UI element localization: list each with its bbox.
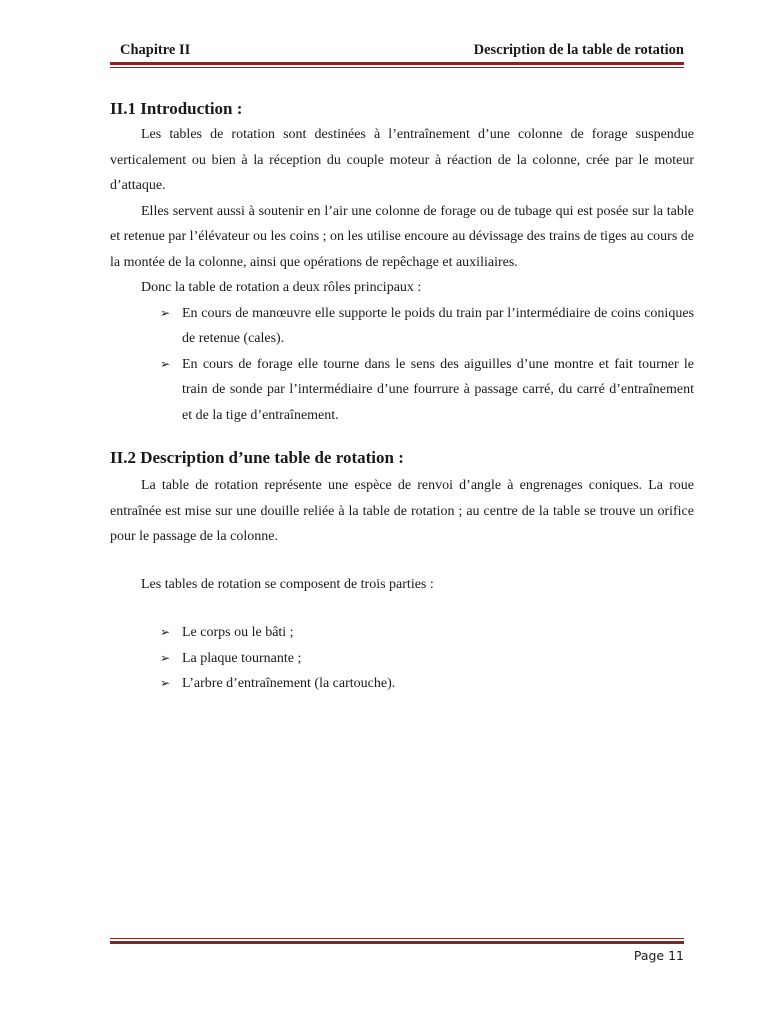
list-item-text: La plaque tournante ; xyxy=(182,650,302,666)
footer-rule-thick xyxy=(110,941,684,944)
arrow-bullet-icon: ➢ xyxy=(160,356,171,371)
page-number: Page 11 xyxy=(633,948,684,963)
list-item-text: En cours de manœuvre elle supporte le poids du train par l’intermédiaire de coins coniques de retenue (cales). xyxy=(182,305,694,346)
list-item xyxy=(110,301,694,352)
page-body xyxy=(110,98,694,697)
footer-rule-thin xyxy=(110,938,684,939)
spacer xyxy=(110,550,694,572)
page-header xyxy=(110,38,684,64)
section-heading-description: II.2 Description d’une table de rotation : xyxy=(110,448,404,467)
description-paragraph-2: Les tables de rotation se composent de trois parties : xyxy=(141,576,434,592)
page-footer xyxy=(110,938,684,978)
list-item xyxy=(110,671,694,697)
arrow-bullet-icon: ➢ xyxy=(160,676,171,690)
list-item xyxy=(110,646,694,672)
parts-list xyxy=(110,620,694,697)
description-paragraph-1: La table de rotation représente une espèce de renvoi d’angle à engrenages coniques. La roue entraînée est mise sur une douille reliée à la table de rotation ; au centre de la table se trouve un orifice pour le passage de la colonne. xyxy=(110,478,694,544)
intro-paragraph-3: Donc la table de rotation a deux rôles principaux : xyxy=(141,280,422,295)
section-heading-introduction: II.1 Introduction : xyxy=(110,99,243,118)
arrow-bullet-icon: ➢ xyxy=(160,625,171,639)
list-item-text: Le corps ou le bâti ; xyxy=(182,625,294,640)
chapter-label: Chapitre II xyxy=(120,42,191,58)
arrow-bullet-icon: ➢ xyxy=(160,305,171,320)
intro-paragraph-2: Elles servent aussi à soutenir en l’air une colonne de forage ou de tubage qui est posée sur la table et retenue par l’élévateur ou les coins ; on les utilise encoure au dévissage des trains de tiges au cours de la montée de la colonne, ainsi que opérations de repêchage et auxiliaires. xyxy=(110,203,694,270)
header-rule-thick xyxy=(110,62,684,65)
list-item-text: L’arbre d’entraînement (la cartouche). xyxy=(182,676,396,691)
arrow-bullet-icon: ➢ xyxy=(160,650,171,665)
list-item-text: En cours de forage elle tourne dans le sens des aiguilles d’une montre et fait tourner le train de sonde par l’intermédiaire d’une fourrure à passage carré, du carré d’entraînement et de la tige d’entraînement. xyxy=(182,356,694,423)
chapter-title: Description de la table de rotation xyxy=(473,42,684,58)
list-item xyxy=(110,352,694,429)
list-item xyxy=(110,620,694,646)
roles-list xyxy=(110,301,694,429)
intro-paragraph-1: Les tables de rotation sont destinées à l’entraînement d’une colonne de forage suspendue verticalement ou bien à la réception du couple moteur à réaction de la colonne, crée par le moteur d’attaque. xyxy=(110,127,694,193)
spacer xyxy=(110,597,694,620)
header-rule-thin xyxy=(110,67,684,68)
